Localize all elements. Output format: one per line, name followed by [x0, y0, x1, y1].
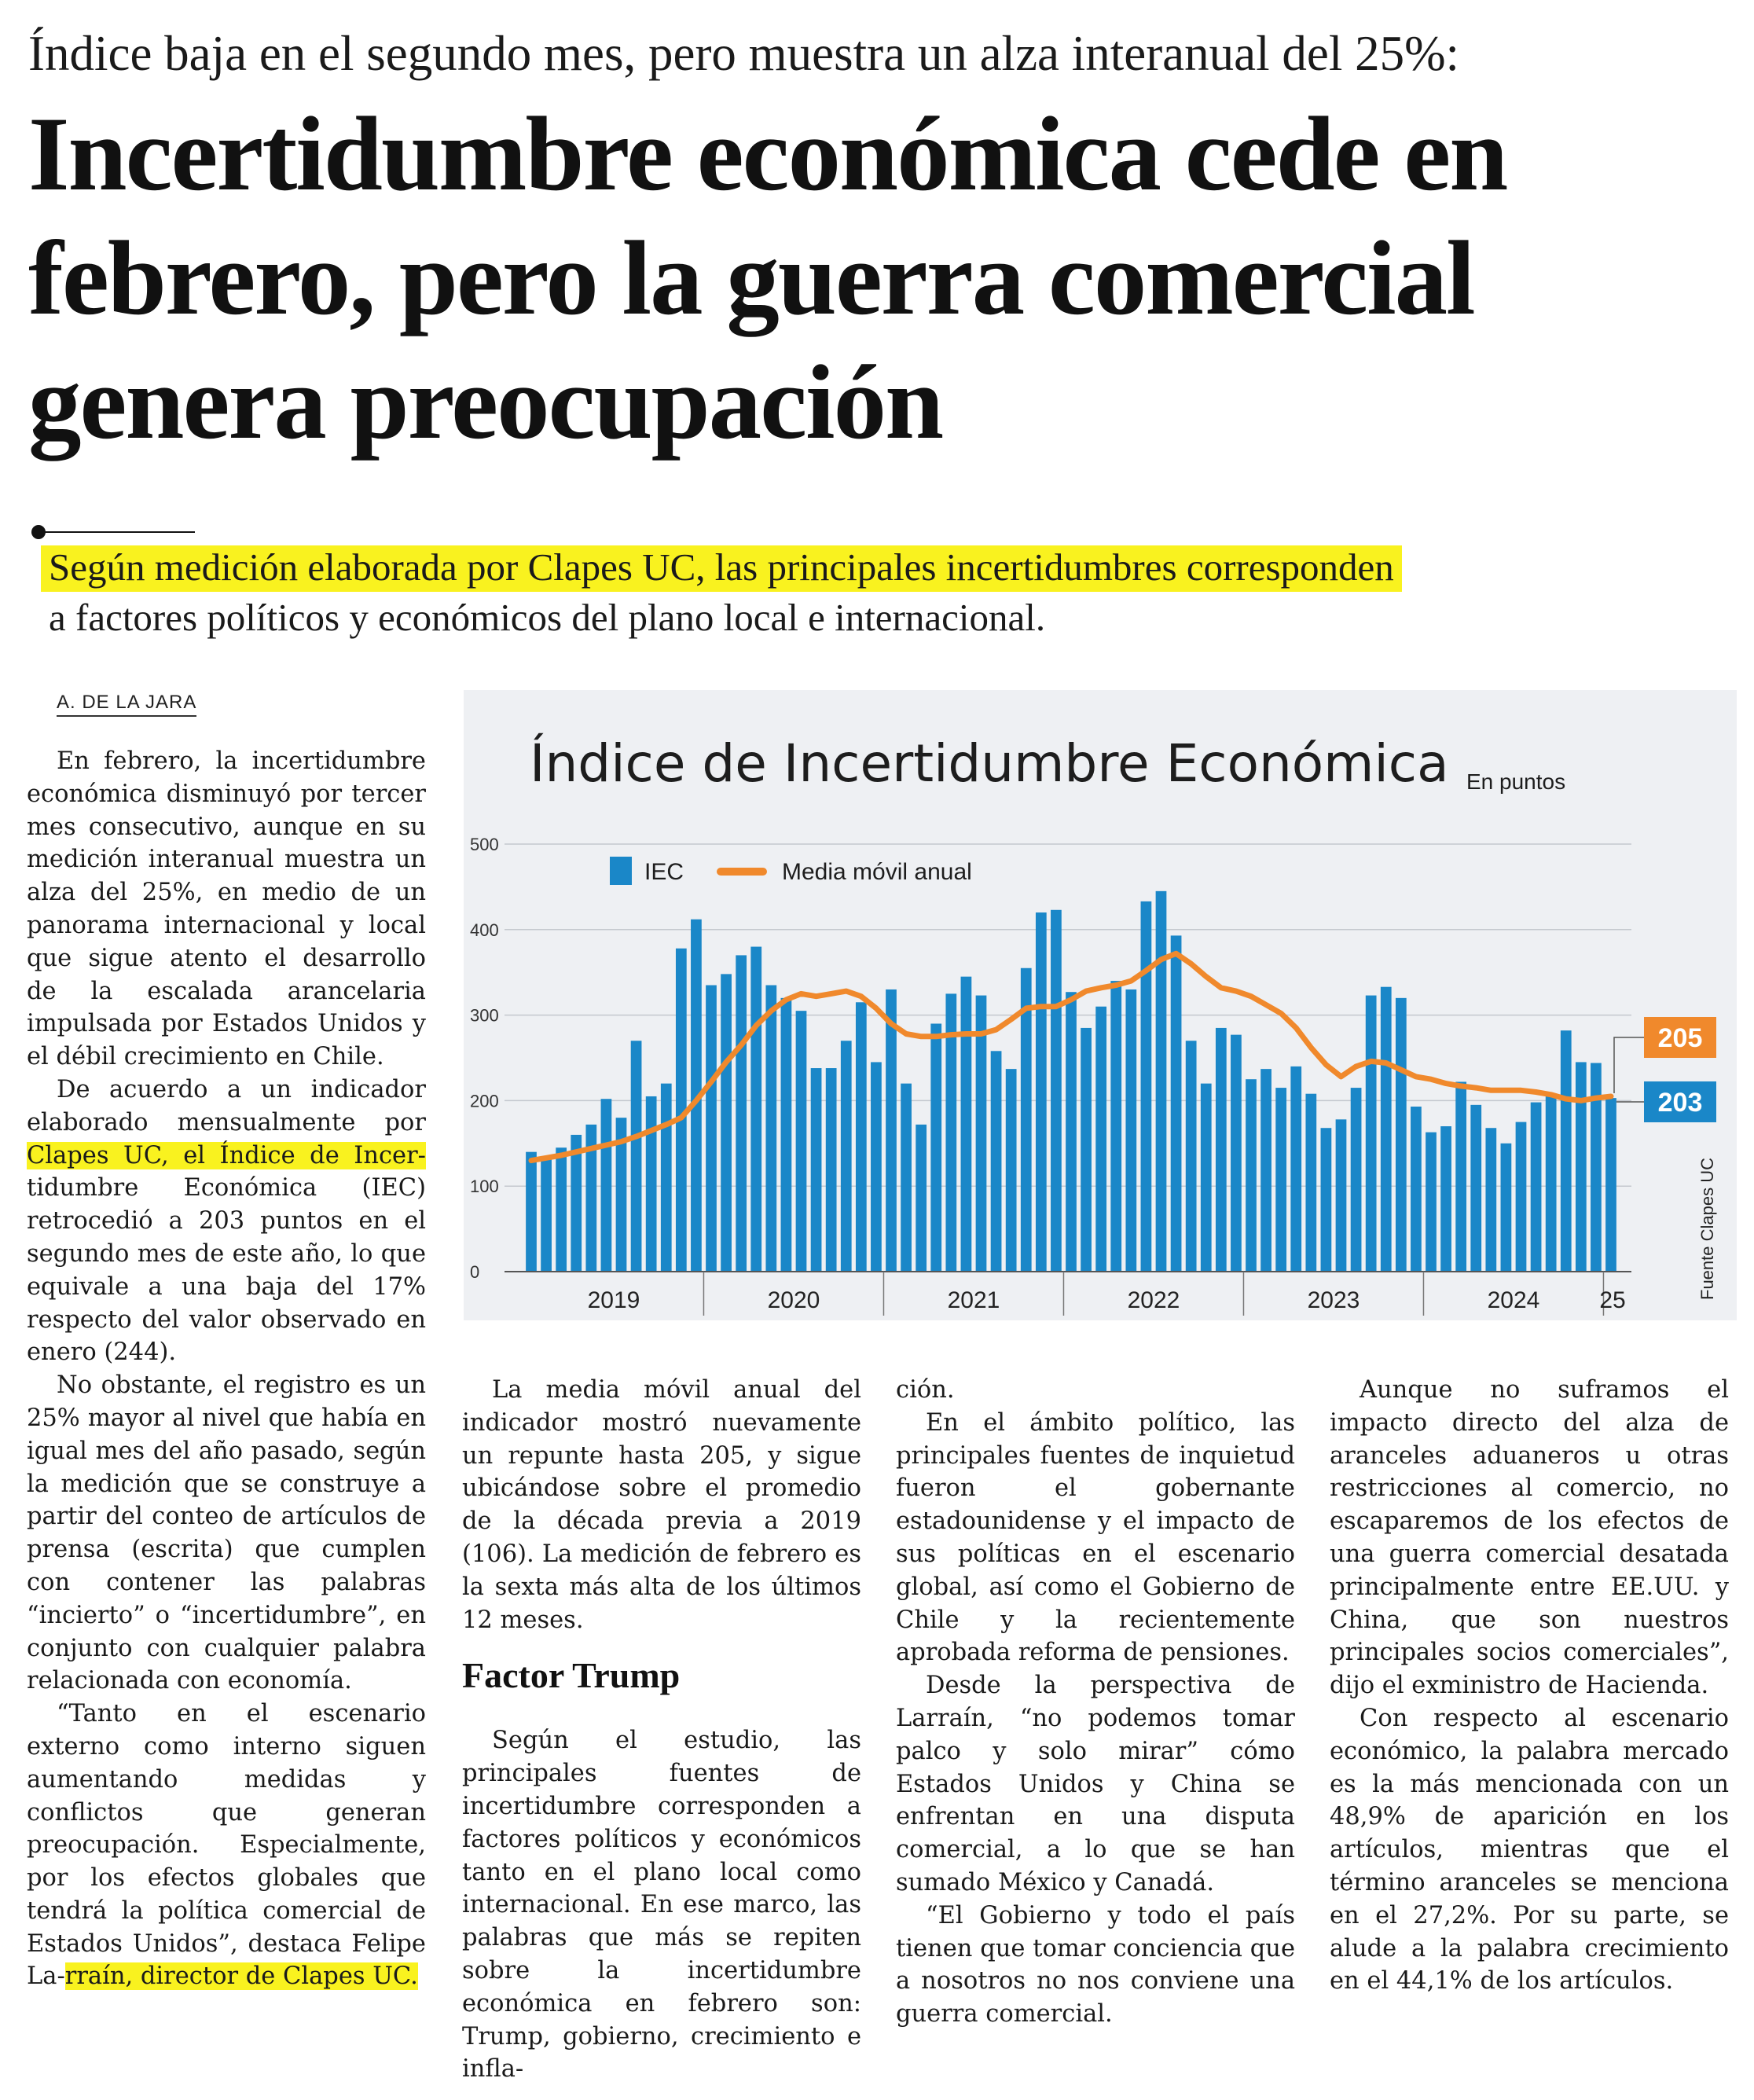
- bar: [1321, 1128, 1332, 1272]
- bar: [781, 998, 792, 1272]
- bar: [1246, 1079, 1257, 1272]
- col1-p2-text-a: De acuerdo a un indicador elaborado mensualmente por: [27, 1075, 426, 1136]
- bar-series: [526, 891, 1616, 1272]
- bar: [1110, 981, 1121, 1272]
- bar: [1141, 901, 1152, 1272]
- x-tick-label: 2024: [1487, 1287, 1540, 1313]
- bar-end-tag-value: 203: [1657, 1088, 1703, 1118]
- bar: [1381, 987, 1392, 1272]
- bar: [556, 1147, 567, 1272]
- bar: [1531, 1103, 1542, 1272]
- bar: [1501, 1144, 1512, 1272]
- col1-paragraph-4: [27, 1698, 426, 1993]
- chart-legend: [610, 857, 972, 885]
- bar: [1125, 989, 1136, 1272]
- bar: [1305, 1094, 1316, 1272]
- chart-unit: En puntos: [1466, 769, 1566, 794]
- bar: [1260, 1069, 1271, 1272]
- col3-paragraph-3: “El Gobierno y todo el país tienen que tomar conciencia que a nosotros no nos conviene una guerra comercial.: [896, 1901, 1295, 2028]
- bar: [1290, 1067, 1301, 1272]
- bar: [901, 1084, 912, 1272]
- bar: [1351, 1088, 1362, 1272]
- col1-paragraph-3: No obstante, el registro es un 25% mayor al nivel que había en igual mes del año pasado, según la medición que se construye a partir del conteo de artículos de prensa (escrita) que cumplen con contener las palabras “incierto” o “incertidumbre”, en conjunto con cualquier palabra relacionada con economía.: [27, 1371, 426, 1695]
- section-subtitle: Factor Trump: [462, 1655, 681, 1696]
- col3-paragraph-2: Desde la perspectiva de Larraín, “no podemos tomar palco y solo mirar” cómo Estados Unidos y China se enfrentan en una disputa comercial, a lo que se han sumado México y Canadá.: [896, 1672, 1295, 1896]
- bar: [1275, 1088, 1286, 1272]
- bar: [1095, 1007, 1106, 1272]
- bar: [976, 996, 987, 1272]
- y-tick-label: 300: [470, 1005, 499, 1026]
- bar: [1576, 1062, 1587, 1272]
- col4-paragraph-1: Aunque no suframos el impacto directo del alza de aranceles aduaneros u otras restricciones al comercio, no escaparemos de los efectos de una guerra comercial desatada principalmente entre EE.UU. y China, que son nuestros principales socios comerciales”, dijo el exministro de Hacienda.: [1330, 1376, 1729, 1700]
- column-4: [1330, 1374, 1729, 1998]
- column-2: [462, 1374, 861, 2086]
- subhead-highlight: Según medición elaborada por Clapes UC, las principales incertidumbres corresponden: [41, 545, 1402, 592]
- col4-paragraph-2: Con respecto al escenario económico, la palabra mercado es la más mencionada con un 48,9% de aparición en los artículos, mientras que el término aranceles se menciona en el 27,2%. Por su parte, se alude a la palabra crecimiento en el 44,1% de los artículos.: [1330, 1704, 1729, 1995]
- headline-line-1: Incertidumbre económica cede en: [28, 96, 1507, 213]
- end-labels: [1614, 1017, 1716, 1122]
- x-tick-label: 25: [1599, 1287, 1626, 1313]
- bar: [1081, 1028, 1092, 1272]
- bar: [1426, 1133, 1437, 1272]
- bar: [1561, 1030, 1572, 1272]
- bar: [1336, 1119, 1347, 1272]
- bar: [856, 1002, 867, 1272]
- bar: [916, 1125, 927, 1272]
- col2-paragraph-1: La media móvil anual del indicador mostró nuevamente un repunte hasta 205, y sigue ubicándose sobre el promedio de la década previa a 2019 (106). La medición de febrero es la sexta más alta de los últimos 12 meses.: [462, 1376, 861, 1634]
- bar: [601, 1099, 612, 1272]
- bar: [1186, 1041, 1197, 1272]
- bar: [750, 947, 761, 1272]
- bar: [991, 1051, 1002, 1272]
- bar: [796, 1011, 807, 1272]
- column-3: [896, 1374, 1295, 2031]
- bar: [1366, 996, 1377, 1272]
- bar: [765, 986, 776, 1272]
- bar: [1455, 1081, 1466, 1272]
- col3-paragraph-1: En el ámbito político, las principales fuentes de inquietud fueron el gobernante estadounidense y el impacto de sus políticas en el escenario global, así como el Gobierno de Chile y la recientemente aprobada reforma de pensiones.: [896, 1408, 1295, 1667]
- bar: [1485, 1128, 1496, 1272]
- bar: [1440, 1126, 1451, 1272]
- col1-p4-highlight: rraín, director de Clapes UC.: [64, 1962, 418, 1991]
- bar: [1036, 912, 1047, 1272]
- bar: [871, 1062, 882, 1272]
- bar: [1006, 1069, 1017, 1272]
- x-tick-label: 2022: [1127, 1287, 1180, 1313]
- y-tick-label: 100: [470, 1177, 499, 1197]
- legend-line-label: Media móvil anual: [782, 859, 972, 885]
- y-tick-label: 200: [470, 1091, 499, 1111]
- bar: [930, 1023, 941, 1272]
- bar: [1156, 891, 1167, 1272]
- legend-line-swatch: [717, 868, 767, 876]
- col3-paragraph-0: ción.: [896, 1376, 955, 1404]
- bar: [721, 974, 732, 1272]
- col2-paragraph-2: Según el estudio, las principales fuentes de incertidumbre corresponden a factores políticos y económicos tanto en el plano local como internacional. En ese marco, las palabras que más se repiten sobre la incertidumbre económica en febrero son: Trump, gobierno, crecimiento e infla-: [462, 1727, 861, 2083]
- bar: [1591, 1063, 1602, 1272]
- bar: [841, 1041, 852, 1272]
- col1-p4-text-a: “Tanto en el escenario externo como interno siguen aumentando medidas y conflictos que generan preocupación. Especialmente, por los efectos globales que tendrá la política comercial de Estados Unidos”, destaca Felipe La-: [27, 1700, 426, 1991]
- bar: [1066, 992, 1077, 1272]
- x-tick-label: 2019: [587, 1287, 640, 1313]
- bar: [1201, 1084, 1212, 1272]
- divider-rule: [38, 531, 195, 533]
- legend-bar-swatch: [610, 857, 632, 885]
- bar: [826, 1068, 837, 1272]
- line-end-tag-value: 205: [1657, 1023, 1703, 1053]
- subhead: [49, 542, 1746, 643]
- bar: [886, 989, 897, 1272]
- bar: [1546, 1094, 1557, 1272]
- headline: [28, 93, 1741, 465]
- bar: [541, 1158, 552, 1272]
- chart-source: Fuente Clapes UC: [1697, 1158, 1717, 1300]
- bar: [631, 1041, 642, 1272]
- col1-p2-text-b: tidumbre Económica (IEC) retrocedió a 203 puntos en el segundo mes de este año, lo que equivale a una baja del 17% respecto del valor observado en enero (244).: [27, 1174, 426, 1367]
- headline-line-3: genera preocupación: [28, 344, 943, 461]
- bar: [1470, 1105, 1481, 1272]
- y-tick-label: 400: [470, 920, 499, 940]
- y-tick-label: 500: [470, 835, 499, 854]
- bar: [1231, 1035, 1242, 1272]
- x-tick-label: 2021: [947, 1287, 1000, 1313]
- bar: [1516, 1122, 1527, 1272]
- kicker: Índice baja en el segundo mes, pero muestra un alza interanual del 25%:: [28, 26, 1460, 81]
- bar: [661, 1084, 672, 1272]
- iec-chart: [464, 690, 1737, 1320]
- byline: A. DE LA JARA: [57, 692, 196, 717]
- bar: [961, 977, 972, 1272]
- bar: [811, 1068, 822, 1272]
- col1-paragraph-1: En febrero, la incertidumbre económica disminuyó por tercer mes consecutivo, aunque en su medición interanual muestra un alza del 25%, en medio de un panorama internacional y local que sigue atento el desarrollo de la escalada arancelaria impulsada por Estados Unidos y el débil crecimiento en Chile.: [27, 747, 426, 1071]
- y-tick-label: 0: [470, 1262, 480, 1282]
- chart-panel: [464, 690, 1737, 1320]
- legend-bar-label: IEC: [644, 859, 684, 885]
- col1-paragraph-2: [27, 1074, 426, 1369]
- x-tick-label: 2023: [1307, 1287, 1360, 1313]
- bar: [526, 1152, 537, 1272]
- bar: [1396, 998, 1407, 1272]
- x-tick-label: 2020: [767, 1287, 820, 1313]
- bar: [1171, 935, 1182, 1272]
- line-end-leader: [1614, 1037, 1644, 1093]
- bar: [646, 1096, 657, 1272]
- column-1: [27, 745, 426, 1993]
- bar: [736, 955, 747, 1272]
- headline-line-2: febrero, pero la guerra comercial: [28, 220, 1474, 337]
- chart-title: Índice de Incertidumbre Económica: [530, 733, 1449, 794]
- subhead-rest: a factores políticos y económicos del plano local e internacional.: [49, 596, 1046, 639]
- bar: [1411, 1107, 1422, 1272]
- bar: [706, 986, 717, 1272]
- bar: [1605, 1098, 1616, 1272]
- col1-p2-highlight: Clapes UC, el Índice de Incer-: [27, 1141, 426, 1169]
- bar: [1051, 910, 1062, 1272]
- bar: [1216, 1028, 1227, 1272]
